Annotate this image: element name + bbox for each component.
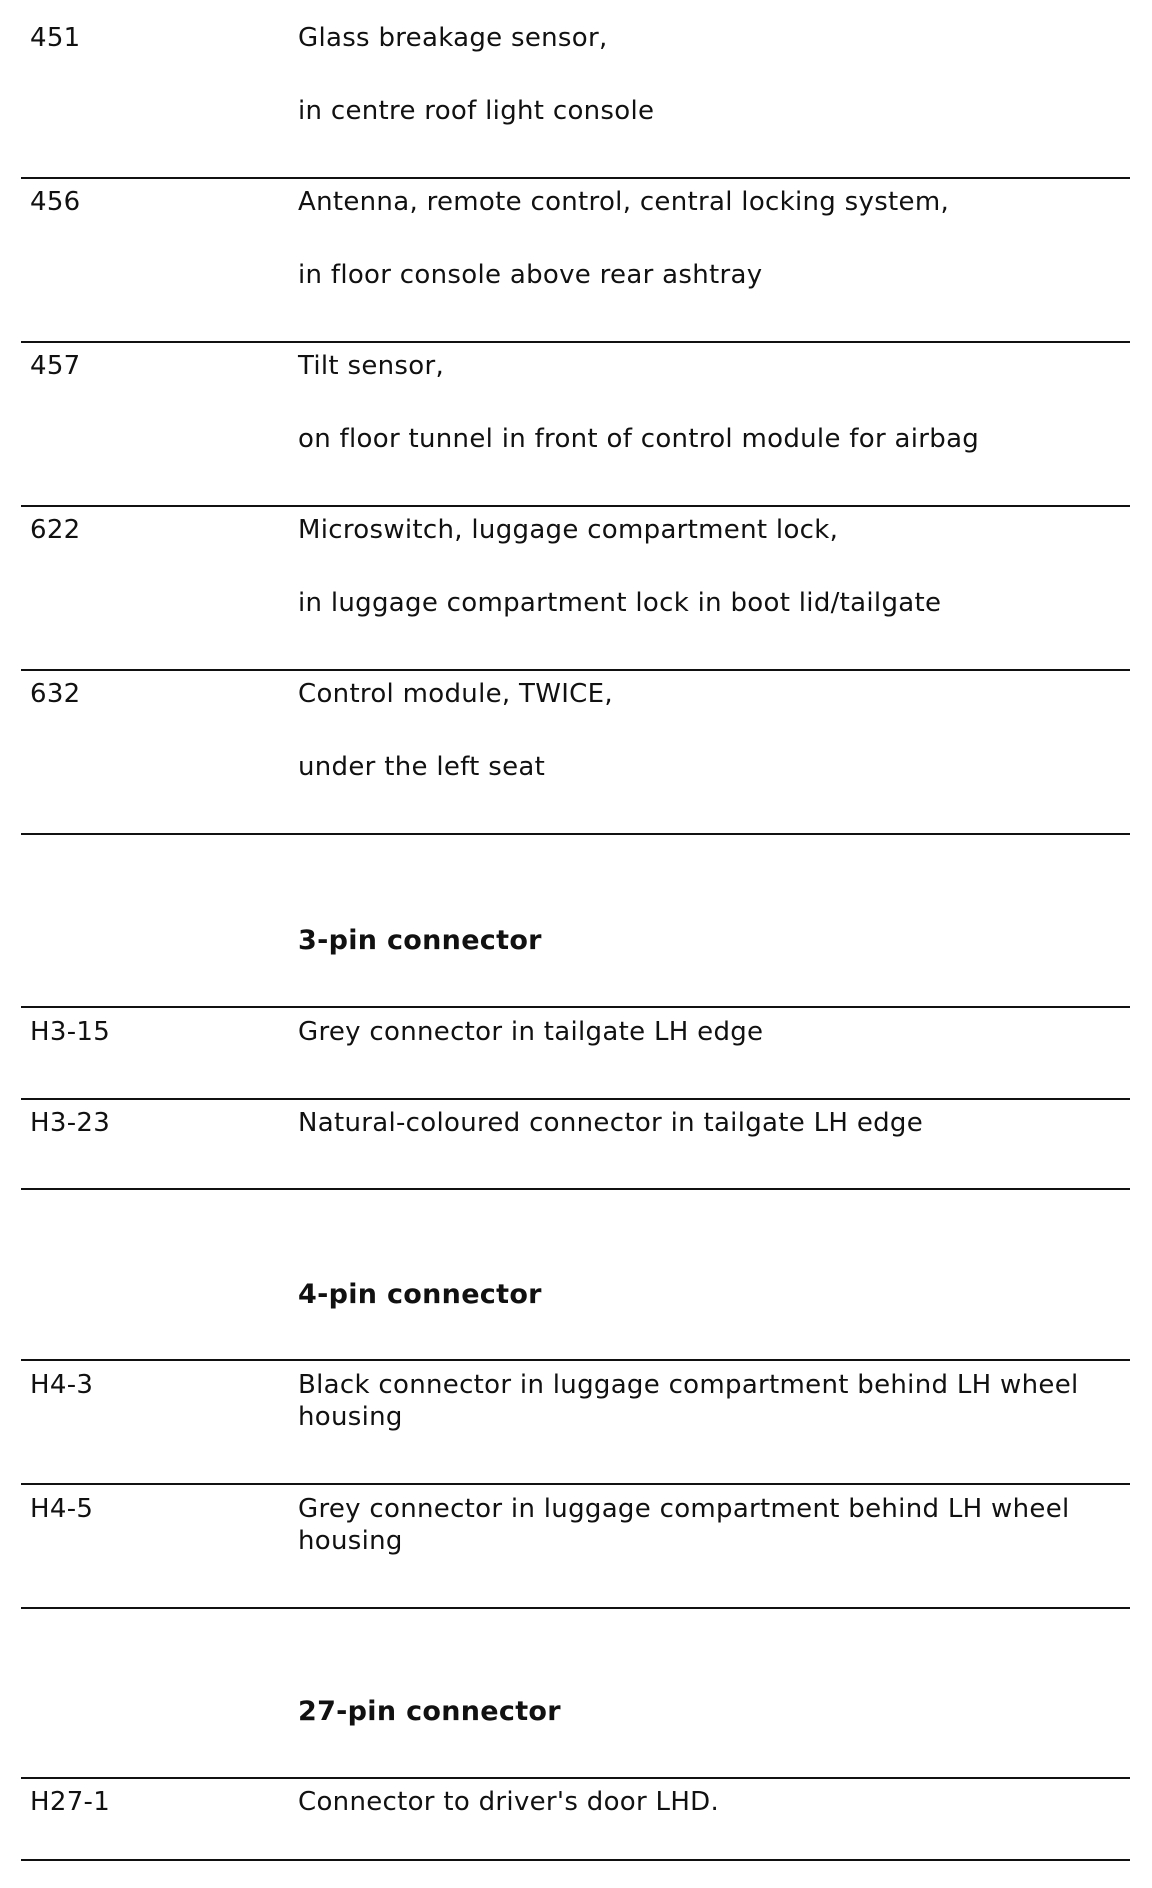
entry-title: Tilt sensor, xyxy=(298,351,445,381)
entry-code: 622 xyxy=(30,515,81,545)
connector-code: H4-5 xyxy=(30,1494,94,1524)
table-rule xyxy=(21,505,1130,507)
connector-description: Natural-coloured connector in tailgate LH edge xyxy=(298,1108,924,1138)
table-rule xyxy=(21,177,1130,179)
table-rule xyxy=(21,1483,1130,1485)
table-rule xyxy=(21,669,1130,671)
connector-description: Connector to driver's door LHD. xyxy=(298,1787,720,1817)
section-heading: 3-pin connector xyxy=(298,925,542,956)
connector-description: Black connector in luggage compartment behind LH wheel xyxy=(298,1370,1079,1400)
table-rule xyxy=(21,1359,1130,1361)
entry-code: 632 xyxy=(30,679,81,709)
entry-location: under the left seat xyxy=(298,752,546,782)
entry-code: 457 xyxy=(30,351,81,381)
table-rule xyxy=(21,341,1130,343)
table-rule xyxy=(21,1777,1130,1779)
entry-title: Glass breakage sensor, xyxy=(298,23,608,53)
connector-code: H27-1 xyxy=(30,1787,111,1817)
connector-description-cont: housing xyxy=(298,1526,403,1556)
table-rule xyxy=(21,1006,1130,1008)
entry-location: in centre roof light console xyxy=(298,96,655,126)
entry-code: 451 xyxy=(30,23,81,53)
connector-description-cont: housing xyxy=(298,1402,403,1432)
entry-title: Antenna, remote control, central locking system, xyxy=(298,187,950,217)
table-rule xyxy=(21,1188,1130,1190)
connector-code: H3-23 xyxy=(30,1108,111,1138)
entry-location: in luggage compartment lock in boot lid/tailgate xyxy=(298,588,942,618)
table-rule xyxy=(21,833,1130,835)
entry-location: in floor console above rear ashtray xyxy=(298,260,763,290)
connector-description: Grey connector in tailgate LH edge xyxy=(298,1017,764,1047)
connector-description: Grey connector in luggage compartment behind LH wheel xyxy=(298,1494,1070,1524)
entry-title: Control module, TWICE, xyxy=(298,679,613,709)
table-rule xyxy=(21,1098,1130,1100)
section-heading: 27-pin connector xyxy=(298,1696,561,1727)
entry-code: 456 xyxy=(30,187,81,217)
table-rule xyxy=(21,1859,1130,1861)
section-heading: 4-pin connector xyxy=(298,1279,542,1310)
connector-code: H3-15 xyxy=(30,1017,111,1047)
connector-code: H4-3 xyxy=(30,1370,94,1400)
entry-title: Microswitch, luggage compartment lock, xyxy=(298,515,839,545)
entry-location: on floor tunnel in front of control module for airbag xyxy=(298,424,980,454)
table-rule xyxy=(21,1607,1130,1609)
